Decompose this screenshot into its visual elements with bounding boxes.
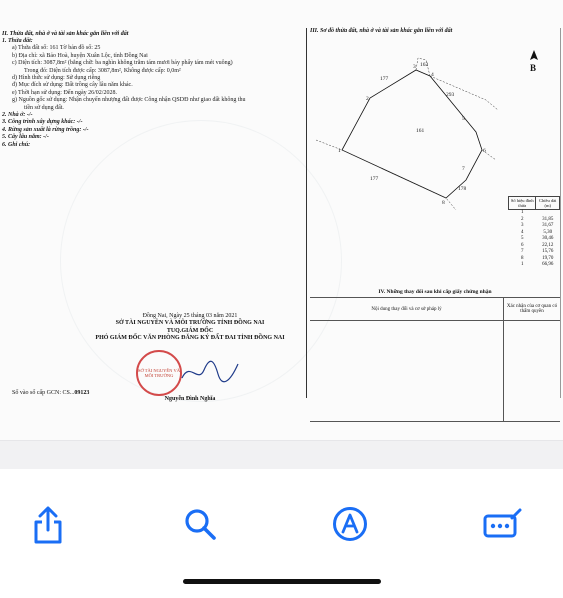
point-label: 7 [462, 166, 465, 172]
serial-value: 09123 [74, 390, 90, 396]
parcel-info [2, 38, 302, 149]
section-title: II. Thửa đất, nhà ở và tài sản khác gắn liền với đất [2, 31, 129, 37]
changes-body [310, 321, 560, 422]
neighbor-line [316, 140, 456, 210]
issuing-org: SỞ TÀI NGUYÊN VÀ MÔI TRƯỜNG TỈNH ĐỒNG NAI [115, 320, 265, 327]
info-line: 2. Nhà ở: -/- [2, 112, 33, 119]
point-label: 4 [431, 72, 434, 78]
coord-point: 4 [520, 229, 524, 235]
info-line: 3. Công trình xây dựng khác: -/- [2, 119, 83, 126]
coord-point: 1 [520, 210, 524, 215]
viewer-gap [0, 440, 563, 469]
changes-title: IV. Những thay đổi sau khi cấp giấy chứng nhận [310, 289, 560, 298]
office-title: PHÓ GIÁM ĐỐC VĂN PHÒNG ĐĂNG KÝ ĐẤT ĐAI TỈNH ĐỒNG NAI [95, 335, 285, 342]
changes-col-confirm: Xác nhận của cơ quan có thẩm quyền [506, 304, 558, 314]
markup-icon [332, 506, 368, 542]
info-line: đ) Mục đích sử dụng: Đất trồng cây lâu năm khác. [12, 82, 133, 89]
coord-length [536, 210, 560, 217]
coord-length: 15,76 [542, 249, 554, 254]
coord-length: 19,70 [542, 255, 554, 261]
coord-length: 5,30 [543, 229, 553, 235]
point-label: 3 [413, 64, 416, 70]
map-title: III. Sơ đồ thửa đất, nhà ở và tài sản khác gắn liền với đất [310, 28, 453, 34]
coord-length: 31,85 [542, 216, 554, 222]
changes-table [310, 289, 560, 422]
seal-text: SỞ TÀI NGUYÊN VÀ MÔI TRƯỜNG [138, 368, 180, 378]
coordinate-table [508, 196, 560, 269]
changes-col-content: Nội dung thay đổi và cơ sở pháp lý [310, 298, 504, 320]
info-line: c) Diện tích: 3087,8m² (bằng chữ: ba nghìn không trăm tám mươi bảy phẩy tám mét vuông) [12, 60, 233, 67]
info-line: Trong đó: Diện tích được cấp: 3087,8m², Không được cấp: 0,0m² [24, 67, 181, 74]
more-button[interactable] [480, 502, 524, 546]
coord-point: 7 [520, 249, 524, 254]
coord-length: 22,12 [542, 242, 554, 248]
info-line: 5. Cây lâu năm: -/- [2, 134, 49, 141]
coord-header-point: Số hiệu đỉnh thửa [509, 197, 536, 210]
north-arrow-icon [526, 50, 542, 76]
coord-length: 30,46 [542, 236, 554, 241]
point-label: 1 [338, 148, 341, 154]
point-label: 6 [483, 148, 486, 154]
markup-button[interactable] [328, 502, 372, 546]
handwritten-signature [180, 356, 240, 386]
neighbor-label: 177 [370, 176, 379, 182]
bottom-toolbar [0, 480, 563, 570]
info-line: 4. Rừng sản xuất là rừng trồng: -/- [2, 126, 89, 133]
official-seal [136, 350, 182, 396]
coord-header-length: Chiều dài (m) [536, 197, 560, 210]
point-label: 8 [442, 200, 445, 206]
coord-length: 66,96 [542, 262, 554, 267]
info-line: b) Địa chỉ: xã Bảo Hoà, huyện Xuân Lộc, tỉnh Đồng Nai [12, 52, 148, 59]
right-border [560, 28, 561, 398]
info-line: 6. Ghi chú: [2, 141, 31, 148]
neighbor-line [430, 76, 498, 110]
signature-block [60, 313, 320, 343]
coord-point: 1 [520, 262, 524, 267]
coord-point: 8 [520, 255, 524, 261]
neighbor-label: 162 [420, 62, 429, 68]
coord-point: 3 [520, 223, 524, 228]
coord-row [509, 262, 560, 269]
search-icon [183, 507, 217, 541]
coord-point: 5 [520, 236, 524, 241]
svg-text:B: B [530, 63, 537, 72]
info-line: a) Thửa đất số: 161 Tờ bản đồ số: 25 [12, 45, 101, 52]
coord-row [509, 210, 560, 217]
more-icon [482, 508, 522, 540]
coord-point: 6 [520, 242, 524, 248]
parcel-boundary [342, 70, 482, 198]
share-icon [30, 504, 66, 544]
search-button[interactable] [178, 502, 222, 546]
info-line: e) Thời hạn sử dụng: Đến ngày 26/02/2028. [12, 89, 117, 96]
serial-label: Số vào sổ cấp GCN: CS... [12, 390, 75, 396]
info-line: tiền sử dụng đất. [24, 104, 64, 111]
info-line: 1. Thửa đất: [2, 38, 33, 44]
point-label: 5 [462, 116, 465, 122]
coord-length: 31,67 [542, 223, 554, 228]
coord-point: 2 [520, 216, 524, 222]
info-line: g) Nguồn gốc sử dụng: Nhận chuyển nhượng đất được Công nhận QSDĐ như giao đất không thu [12, 97, 246, 104]
authority: TUQ.GIÁM ĐỐC [166, 327, 214, 334]
home-indicator[interactable] [183, 579, 381, 584]
signer-name: Nguyễn Đình Nghĩa [164, 396, 216, 402]
neighbor-label: 178 [458, 186, 467, 192]
point-label: 2 [366, 96, 369, 102]
serial-number [12, 390, 89, 396]
issue-date: Đồng Nai, Ngày 25 tháng 03 năm 2021 [142, 313, 238, 319]
share-button[interactable] [26, 502, 70, 546]
neighbor-label: 177 [380, 76, 389, 82]
neighbor-label: 293 [446, 92, 455, 98]
parcel-label: 161 [416, 128, 425, 134]
info-line: d) Hình thức sử dụng: Sử dụng riêng [12, 75, 101, 82]
parcel-plot [306, 40, 506, 215]
